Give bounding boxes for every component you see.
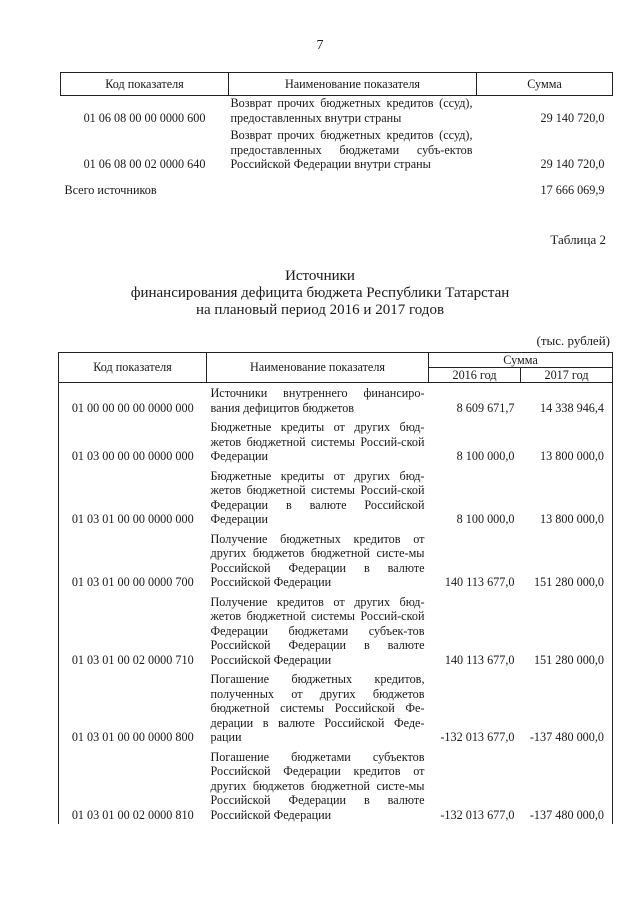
header-name: Наименование показателя [229,73,477,96]
title-line: Источники [285,268,355,284]
table-header-row [61,73,613,96]
sources-table-continued [60,72,613,200]
row-code: 01 06 08 00 02 0000 640 [83,157,206,171]
row-name: Погашение бюджетных кредитов, полученных от других бюджетов бюджетной системы Российской Фе-дерации в валюте Российской Феде-рации [210,672,425,744]
total-row [61,175,613,201]
row-value-2017: -137 480 000,0 [521,747,613,825]
row-value-2016: 8 609 671,7 [456,400,515,415]
table-row [59,747,613,825]
header-name: Наименование показателя [207,353,429,383]
table-row [59,466,613,529]
header-code: Код показателя [61,73,229,96]
row-value-2017: 13 800 000,0 [521,417,613,466]
row-code: 01 03 01 00 02 0000 710 [59,592,207,670]
row-name: Возврат прочих бюджетных кредитов (ссуд), предоставленных бюджетами субъ-ектов Российской Федерации внутри страны [230,128,473,171]
total-label: Всего источников [64,182,157,197]
row-code: 01 03 01 00 00 0000 800 [59,669,207,747]
table-row [59,417,613,466]
total-sum: 17 666 069,9 [540,182,605,197]
title-line: на плановый период 2016 и 2017 годов [195,302,445,318]
header-year-2016: 2016 год [429,368,521,383]
row-value-2017: 13 800 000,0 [521,466,613,529]
table-row [59,383,613,418]
row-code: 01 03 00 00 00 0000 000 [59,417,207,466]
table-row [61,128,613,175]
table-row [61,96,613,129]
row-code: 01 00 00 00 00 0000 000 [59,383,207,418]
row-value-2016: 8 100 000,0 [456,512,515,526]
table-row [59,669,613,747]
row-value-2017: 151 280 000,0 [521,529,613,592]
row-value-2016: 140 113 677,0 [444,652,515,667]
row-name: Бюджетные кредиты от других бюд-жетов бюджетной системы Россий-ской Федерации [210,420,425,463]
row-value-2017: 151 280 000,0 [521,592,613,670]
deficit-financing-table [58,352,613,824]
page-number: 7 [316,38,324,53]
header-year-2017: 2017 год [521,368,613,383]
row-value-2017: 14 338 946,4 [521,383,613,418]
row-value-2016: -132 013 677,0 [440,807,515,822]
row-value-2016: 8 100 000,0 [456,449,515,463]
table-body [59,383,613,825]
table-row [59,529,613,592]
row-name: Источники внутреннего финансиро-вания дефицитов бюджетов [210,386,425,415]
header-code: Код показателя [59,353,207,383]
row-name: Возврат прочих бюджетных кредитов (ссуд), предоставленных внутри страны [230,96,473,125]
row-sum: 29 140 720,0 [540,157,605,171]
row-value-2017: -137 480 000,0 [521,669,613,747]
row-value-2016: 140 113 677,0 [444,575,515,589]
row-name: Бюджетные кредиты от других бюд-жетов бюджетной системы Россий-ской Федерации в валюте Российской Федерации [210,468,425,526]
table-header-row [59,353,613,368]
table-number: Таблица 2 [550,232,606,247]
row-code: 01 03 01 00 00 0000 000 [59,466,207,529]
units-note: (тыс. рублей) [536,333,610,348]
row-code: 01 03 01 00 00 0000 700 [59,529,207,592]
row-code: 01 06 08 00 00 0000 600 [83,110,206,125]
table-title [0,268,640,319]
row-sum: 29 140 720,0 [540,110,605,125]
row-name: Погашение бюджетами субъектов Российской Федерации кредитов от других бюджетов бюджетной систе-мы Российской Федерации в валюте Российской Федерации [210,749,425,822]
header-sum: Сумма [477,73,613,96]
row-name: Получение бюджетных кредитов от других бюджетов бюджетной систе-мы Российской Федерации в валюте Российской Федерации [210,531,425,589]
row-value-2016: -132 013 677,0 [440,730,515,744]
table-row [59,592,613,670]
row-name: Получение кредитов от других бюд-жетов бюджетной системы Россий-ской Федерации бюджетами субъек-тов Российской Федерации в валюте Российской Федерации [210,594,425,667]
row-code: 01 03 01 00 02 0000 810 [59,747,207,825]
title-line: финансирования дефицита бюджета Республики Татарстан [130,285,510,301]
header-sum: Сумма [429,353,613,368]
